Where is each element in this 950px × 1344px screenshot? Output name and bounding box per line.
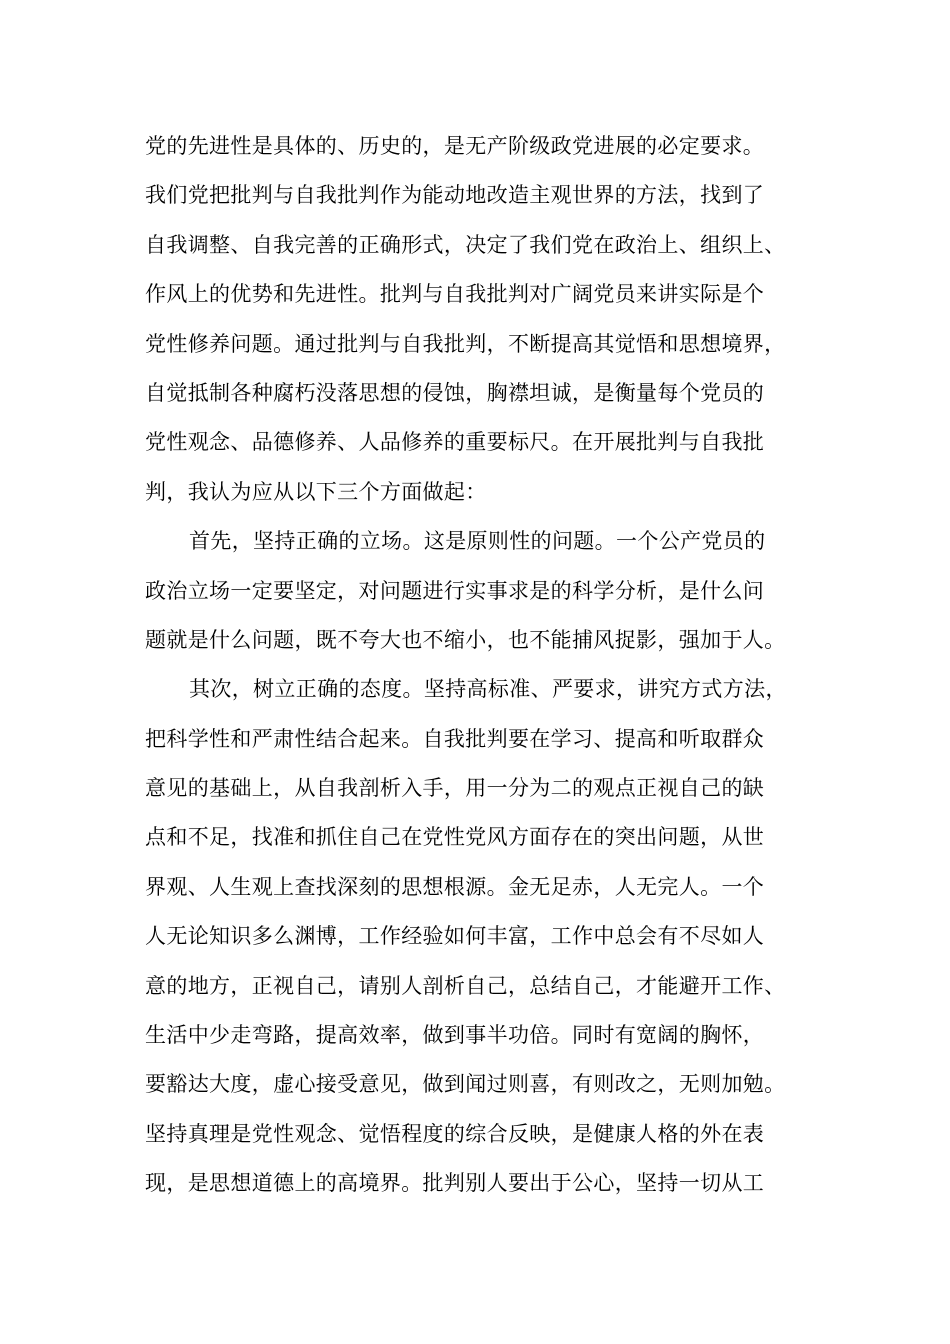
body-text [145,122,835,1209]
text-line: 意的地方，正视自己，请别人剖析自己，总结自己，才能避开工作、 [145,973,786,998]
text-line: 题就是什么问题，既不夸大也不缩小，也不能捕风捉影，强加于人。 [145,627,786,652]
text-line: 政治立场一定要坚定，对问题进行实事求是的科学分析，是什么问 [145,578,765,603]
text-line: 现，是思想道德上的高境界。批判别人要出于公心，坚持一切从工 [145,1171,765,1196]
text-line: 界观、人生观上查找深刻的思想根源。金无足赤，人无完人。一个 [145,874,765,899]
text-line: 点和不足，找准和抓住自己在党性党风方面存在的突出问题，从世 [145,825,765,850]
text-line: 自我调整、自我完善的正确形式，决定了我们党在政治上、组织上、 [145,232,786,257]
text-line: 党性观念、品德修养、人品修养的重要标尺。在开展批判与自我批 [145,430,765,455]
text-line: 人无论知识多么渊博，工作经验如何丰富，工作中总会有不尽如人 [145,924,765,949]
text-line: 判，我认为应从以下三个方面做起： [145,479,487,504]
text-line: 意见的基础上，从自我剖析入手，用一分为二的观点正视自己的缺 [145,776,765,801]
text-line: 生活中少走弯路，提高效率，做到事半功倍。同时有宽阔的胸怀， [145,1023,765,1048]
text-line: 自觉抵制各种腐朽没落思想的侵蚀，胸襟坦诚，是衡量每个党员的 [145,380,765,405]
text-line: 把科学性和严肃性结合起来。自我批判要在学习、提高和听取群众 [145,726,765,751]
text-line: 要豁达大度，虚心接受意见，做到闻过则喜，有则改之，无则加勉。 [145,1072,786,1097]
text-line: 党的先进性是具体的、历史的，是无产阶级政党进展的必定要求。 [145,134,765,158]
text-line: 坚持真理是党性观念、觉悟程度的综合反映，是健康人格的外在表 [145,1121,765,1146]
paragraph-first-line: 首先，坚持正确的立场。这是原则性的问题。一个公产党员的 [189,529,766,554]
text-line: 作风上的优势和先进性。批判与自我批判对广阔党员来讲实际是个 [145,282,765,307]
text-line: 我们党把批判与自我批判作为能动地改造主观世界的方法，找到了 [145,183,765,208]
text-line: 党性修养问题。通过批判与自我批判，不断提高其觉悟和思想境界， [145,331,786,356]
paragraph-first-line: 其次，树立正确的态度。坚持高标准、严要求，讲究方式方法， [189,677,787,702]
